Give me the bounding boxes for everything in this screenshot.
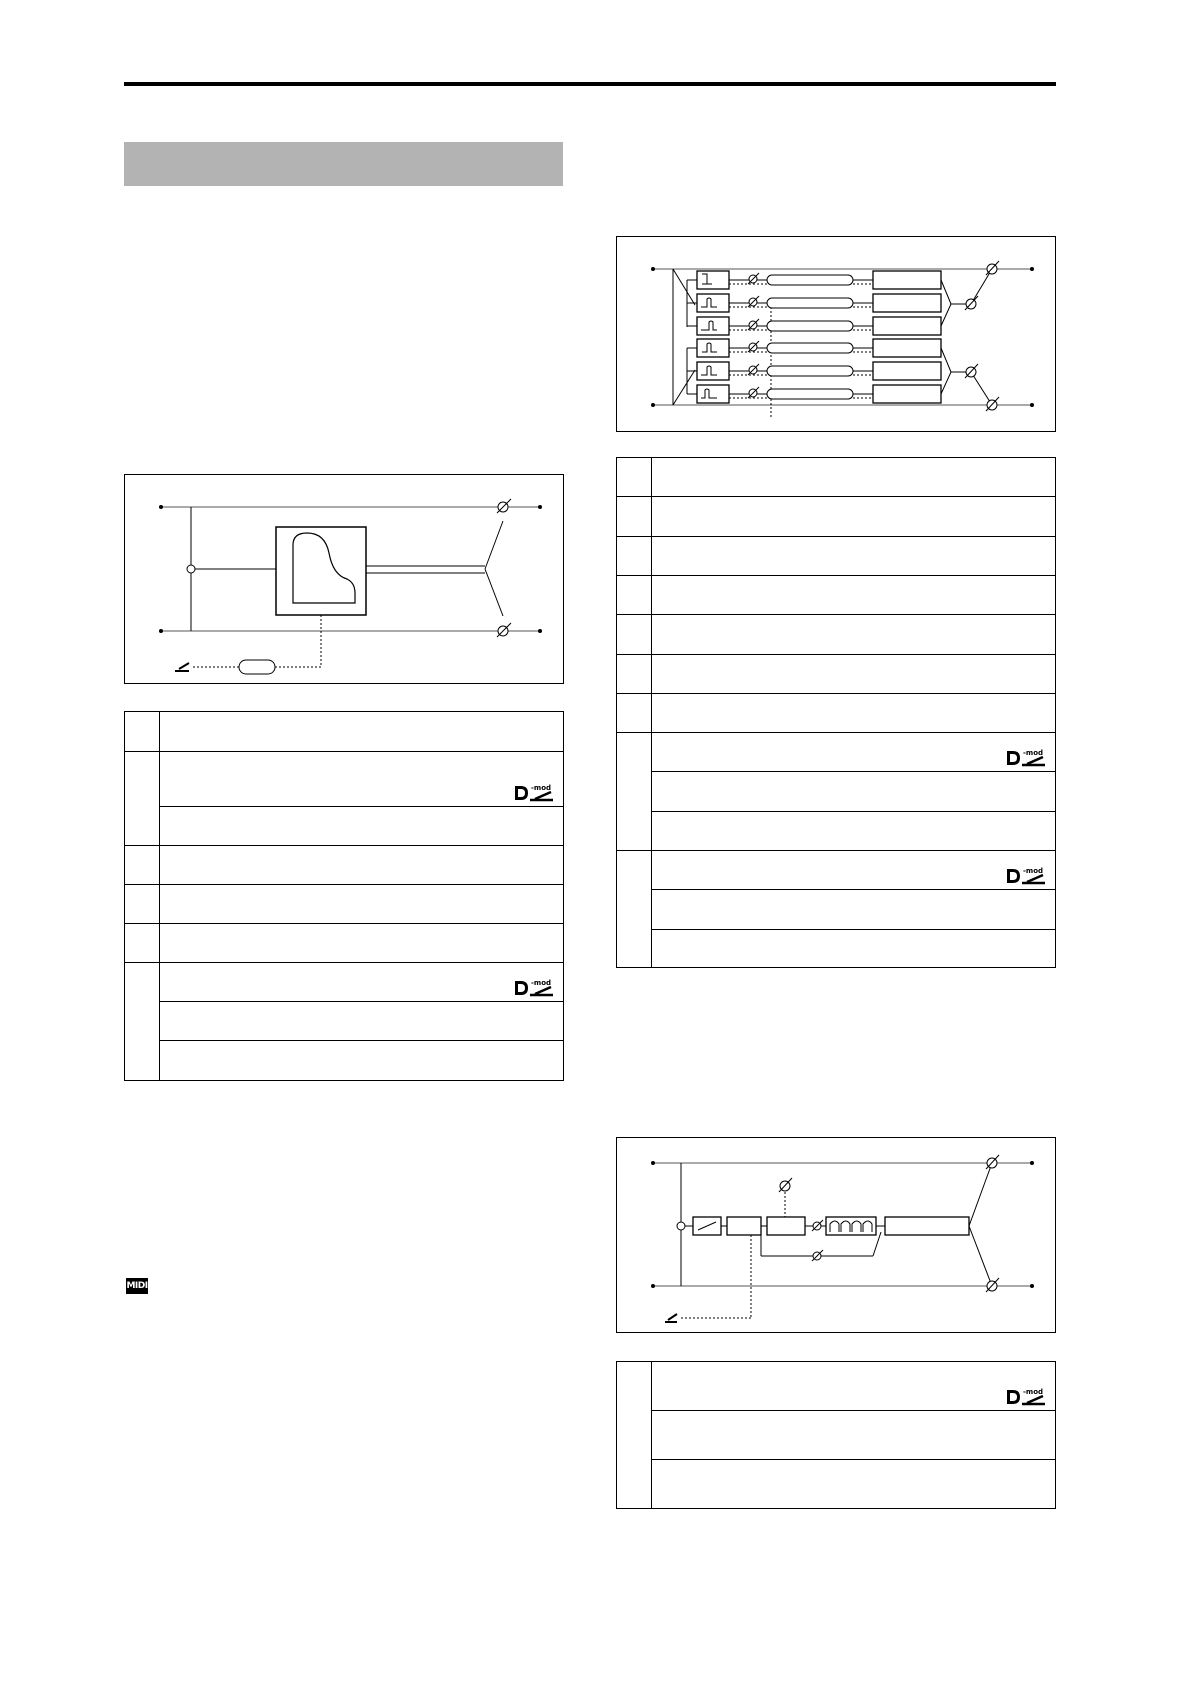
- parameter-number-column: [125, 712, 160, 1080]
- table-row-divider: [125, 923, 563, 924]
- parameter-table-right-top: [616, 457, 1056, 968]
- table-row-divider: [159, 806, 563, 807]
- table-row-divider: [651, 889, 1055, 890]
- pedal-icon: [665, 1314, 677, 1322]
- table-row-divider: [651, 771, 1055, 772]
- midi-icon: MIDI: [126, 1278, 148, 1294]
- svg-text:-mod: -mod: [1023, 867, 1044, 876]
- svg-text:-mod: -mod: [1023, 749, 1044, 758]
- parameter-number-column: [617, 458, 652, 967]
- band-chain: [687, 339, 941, 357]
- d-mod-icon: [513, 783, 555, 803]
- piano-icon: [293, 533, 355, 603]
- diagram-multiband: [616, 236, 1056, 432]
- parameter-table-right-bottom: [616, 1361, 1056, 1509]
- d-mod-icon: [513, 978, 555, 998]
- diagram-signal-chain: [616, 1137, 1056, 1333]
- band-chain: [687, 317, 941, 335]
- table-row-divider: [617, 693, 1055, 694]
- amount-knob-icon: [497, 499, 511, 637]
- pedal-icon: [175, 663, 189, 671]
- table-row-divider: [617, 536, 1055, 537]
- d-mod-icon: [1005, 748, 1047, 768]
- table-row-divider: [125, 751, 563, 752]
- table-row-divider: [125, 962, 563, 963]
- section-heading-band: [124, 142, 563, 186]
- top-rule: [124, 82, 1056, 86]
- table-row-divider: [159, 1001, 563, 1002]
- svg-text:-mod: -mod: [531, 979, 552, 987]
- table-row-divider: [651, 929, 1055, 930]
- parameter-number-column: [617, 1362, 652, 1508]
- svg-text:-mod: -mod: [1023, 1388, 1044, 1396]
- svg-text:-mod: -mod: [531, 784, 552, 792]
- amount-knob-icon: [779, 1155, 999, 1292]
- table-row-divider: [651, 811, 1055, 812]
- table-row-divider: [617, 614, 1055, 615]
- table-row-divider: [617, 654, 1055, 655]
- band-chain-group: [687, 271, 941, 403]
- d-mod-icon: [1005, 866, 1047, 886]
- band-chain: [687, 385, 941, 403]
- band-chain: [687, 294, 941, 312]
- band-chain: [687, 362, 941, 380]
- diagram-piano-body: [124, 474, 564, 684]
- table-row-divider: [125, 884, 563, 885]
- table-row-divider: [159, 1040, 563, 1041]
- band-chain: [687, 271, 941, 289]
- table-row-divider: [651, 1459, 1055, 1460]
- parameter-table-left: [124, 711, 564, 1081]
- table-row-divider: [617, 732, 1055, 733]
- table-row-divider: [125, 845, 563, 846]
- table-row-divider: [617, 575, 1055, 576]
- table-row-divider: [651, 1410, 1055, 1411]
- d-mod-icon: [1005, 1387, 1047, 1407]
- table-row-divider: [617, 496, 1055, 497]
- table-row-divider: [617, 850, 1055, 851]
